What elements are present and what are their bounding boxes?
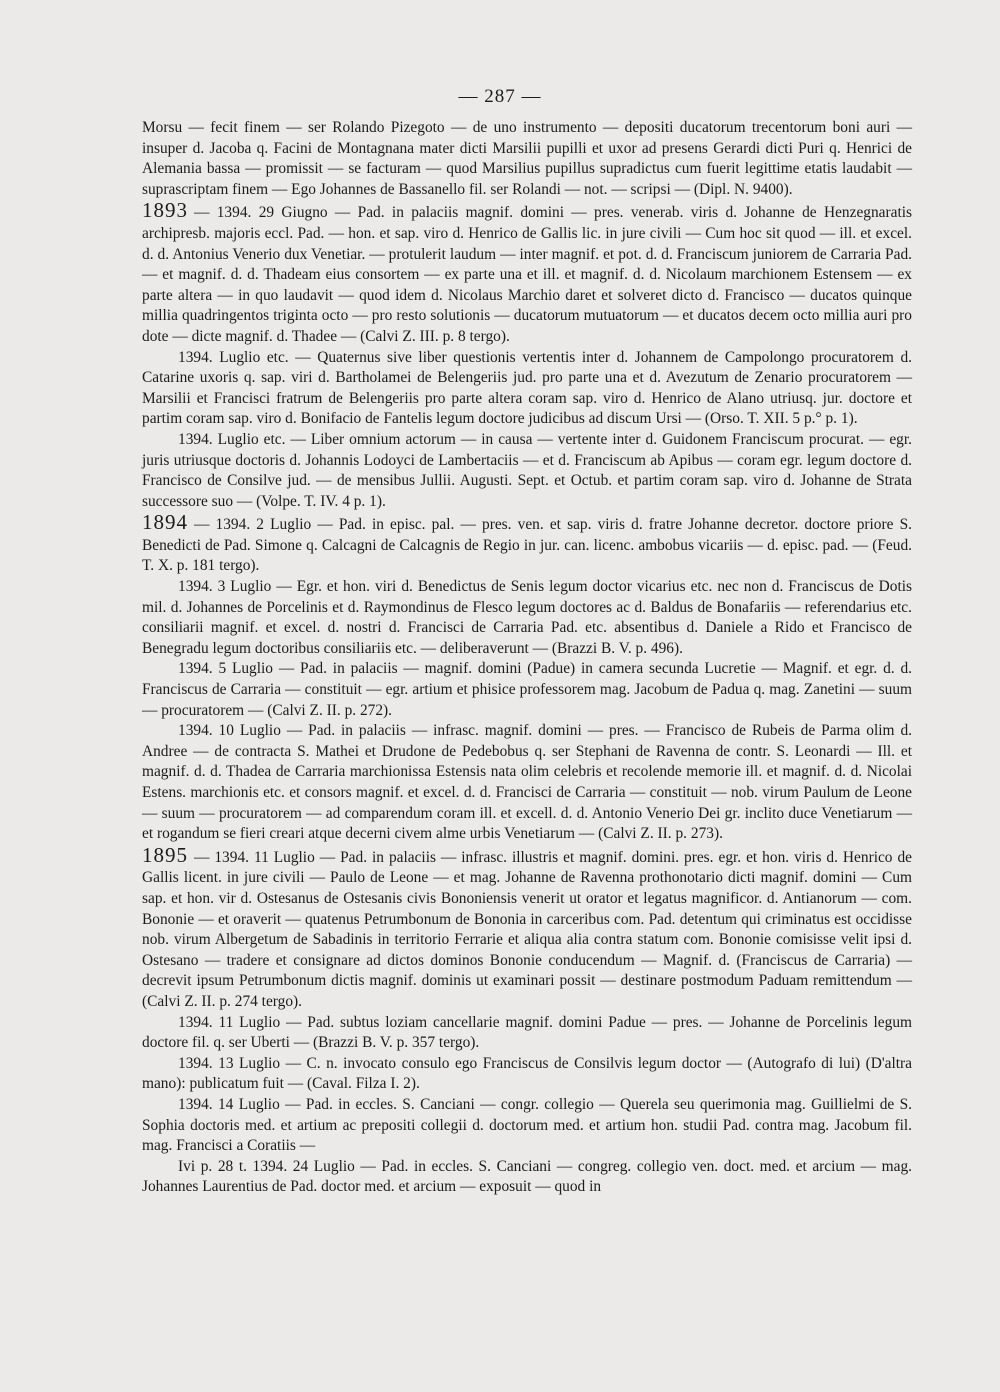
paragraph-text: — 1394. 29 Giugno — Pad. in palaciis magnif. domini — pres. venerab. viris d. Johanne de Henzegnaratis archipresb. majoris eccl. Pad. — hon. et sap. viro d. Henrico de Gallis lic. in jure civili — Cum hoc sit quod — ill. et excel. d. d. Antonius Venerio dux Venetiar. — protulerit laudum — inter magnif. et pot. d. d. Franciscum juniorem de Carraria Pad. — et magnif. d. d. Thadeam eius consortem — ex parte una et ill. et magnif. d. d. Nicolaum marchionem Estensem — ex parte altera — in quo laudavit — quod idem d. Nicolaus Marchio daret et solveret dicto d. Francisco — ducatos quinque millia quadringentos triginta octo — pro resto solutionis — ducatorum mutuatorum — et ducatos decem octo millia auri pro dote — dicte magnif. d. Thadee — (Calvi Z. III. p. 8 tergo). (142, 204, 912, 345)
paragraph-text: — 1394. 2 Luglio — Pad. in episc. pal. — pres. ven. et sap. viris d. fratre Johanne decretor. doctore priore S. Benedicti de Pad. Simone q. Calcagni de Calcagnis de Regio in jur. can. licenc. ambobus vicariis — d. episc. pad. — (Feud. T. X. p. 181 tergo). (142, 516, 912, 575)
document-number: 1893 (142, 198, 188, 223)
text-body (142, 118, 912, 1198)
paragraph-entry: 1394. Luglio etc. — Quaternus sive liber questionis vertentis inter d. Johannem de Campolongo procuratorem d. Catarine uxoris q. sap. viri d. Bartholamei de Belengeriis jud. pro parte una et d. Avezutum de Zenario procuratorem — Marsilii et Francisci fratrum de Belengeriis pro parte altera coram sap. viro d. Henrico de Alano utriusq. jur. doctore et partim coram sap. viro d. Bonifacio de Fantelis legum doctore judicibus ad discum Ursi — (Orso. T. XII. 5 p.° p. 1). (142, 348, 912, 428)
paragraph-entry: 1394. Luglio etc. — Liber omnium actorum — in causa — vertente inter d. Guidonem Franciscum procurat. — egr. juris utriusque doctoris d. Johannis Lodoyci de Lambertaciis — et d. Franciscum ab Apibus — coram egr. legum doctore d. Francisco de Consilve jud. — de mensibus Jullii. Augusti. Sept. et Octub. et partim coram sap. viro d. Johanne de Strata successore suo — (Volpe. T. IV. 4 p. 1). (142, 430, 912, 510)
paragraph-entry: 1394. 14 Luglio — Pad. in eccles. S. Canciani — congr. collegio — Querela seu querimonia mag. Guillielmi de S. Sophia doctoris med. et artium ac prepositi collegii d. doctorum med. et artium hon. studii Pad. contra mag. Jacobum fil. mag. Francisci a Coratiis — (142, 1095, 912, 1155)
document-number: 1894 (142, 510, 188, 535)
paragraph-doc-1895 (142, 842, 912, 1013)
paragraph-doc-1894 (142, 512, 912, 577)
paragraph-entry: 1394. 3 Luglio — Egr. et hon. viri d. Benedictus de Senis legum doctor vicarius etc. nec non d. Franciscus de Dotis mil. d. Johannes de Porcelinis et d. Raymondinus de Flesco legum doctores ac d. Baldus de Bonafariis — referendarius etc. consiliarii magnif. et excel. d. nostri d. Francisci de Carraria Pad. etc. absentibus d. Daniele a Rido et Francisco de Benegradu legum doctoribus consiliariis etc. — deliberaverunt — (Brazzi B. V. p. 496). (142, 578, 912, 657)
paragraph-entry: 1394. 5 Luglio — Pad. in palaciis — magnif. domini (Padue) in camera secunda Lucretie — Magnif. et egr. d. d. Franciscus de Carraria — constituit — egr. artium et phisice professorem mag. Jacobum de Padua q. mag. Zanetini — suum — procuratorem — (Calvi Z. II. p. 272). (142, 660, 912, 719)
paragraph-continuation: Morsu — fecit finem — ser Rolando Pizegoto — de uno instrumento — depositi ducatorum trecentorum boni auri — insuper d. Jacoba q. Facini de Montagnana mater dicti Marsilii pupilli et uxor ad presens Gerardi dicti Puri q. Henrici de Alemania bassa — promissit — se facturam — quod Marsilius pupillus supradictus cum fuerit legittime etatis laudabit — suprascriptam finem — Ego Johannes de Bassanello fil. ser Rolandi — not. — scripsi — (Dipl. N. 9400). (142, 119, 912, 198)
paragraph-doc-1893 (142, 200, 912, 347)
page-number: — 287 — (458, 86, 542, 107)
paragraph-text: — 1394. 11 Luglio — Pad. in palaciis — infrasc. illustris et magnif. domini. pres. egr. et hon. viris d. Henrico de Gallis licent. in jure civili — Paulo de Leone — et mag. Johanne de Ravenna prothonotario dicti magnif. domini — Cum sap. et hon. vir d. Ostesanus de Ostesanis civis Bononiensis venerit ut orator et legatus magnificor. d. Antianorum — com. Bononie — et oraverit — quatenus Petrumbonum de Bononia in carceribus com. Pad. detentum qui criminatus est occidisse nob. virum Albergetum de Sabadinis in territorio Ferrarie et aliqua alia contra statum com. Bononie comisisse velit ipsi d. Ostesano — tradere et consignare ad dictos dominos Bononie conducendum — Magnif. d. (Franciscus de Carraria) — decrevit ipsum Petrumbonum dictis magnif. dominis ut examinari possit — destinare postmodum Paduam remittendum — (Calvi Z. II. p. 274 tergo). (142, 848, 912, 1010)
paragraph-entry: 1394. 10 Luglio — Pad. in palaciis — infrasc. magnif. domini — pres. — Francisco de Rubeis de Parma olim d. Andree — de contracta S. Mathei et Drudone de Pedebobus q. ser Stephani de Ravenna de contr. S. Leonardi — Ill. et magnif. d. d. Thadea de Carraria marchionissa Estensis nata olim celebris et recolende memorie ill. et magnif. d. d. Nicolai Estens. marchionis etc. et consors magnif. et excel. d. d. Francisci de Carraria — constituit — nob. virum Paulum de Leone — suum — procuratorem — ad comparendum coram ill. et excell. d. d. Antonio Venerio Dei gr. inclito duce Venetiarum — et rogandum se fieri creari atque decerni civem alme urbis Venetiarum — (Calvi Z. II. p. 273). (142, 722, 912, 843)
paragraph-entry: 1394. 11 Luglio — Pad. subtus loziam cancellarie magnif. domini Padue — pres. — Johanne de Porcelinis legum doctore fil. q. ser Uberti — (Brazzi B. V. p. 357 tergo). (142, 1013, 912, 1052)
paragraph-entry: Ivi p. 28 t. 1394. 24 Luglio — Pad. in eccles. S. Canciani — congreg. collegio ven. doct. med. et arcium — mag. Johannes Laurentius de Pad. doctor med. et arcium — exposuit — quod in (142, 1157, 912, 1196)
document-number: 1895 (142, 842, 188, 867)
paragraph-entry: 1394. 13 Luglio — C. n. invocato consulo ego Franciscus de Consilvis legum doctor — (Autografo di lui) (D'altra mano): publicatum fuit — (Caval. Filza I. 2). (142, 1054, 912, 1093)
